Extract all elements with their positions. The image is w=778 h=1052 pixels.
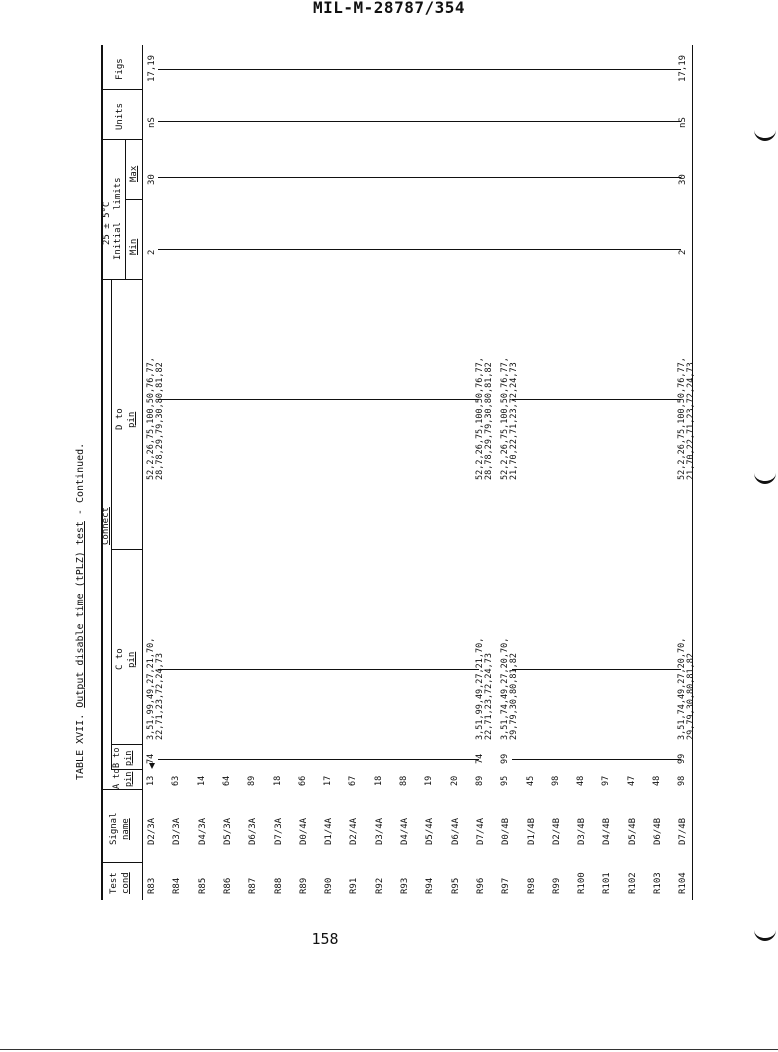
cell-signal: D6/4A [450,817,461,845]
cell-signal: D7/3A [273,817,284,845]
cell-a: 47 [626,775,637,786]
cell-test: R86 [222,877,233,894]
ditto-span-c-1 [158,669,479,670]
bottom-rule [0,1049,778,1050]
cell-b: 74 [146,753,156,764]
edge-mark-top [754,130,776,141]
ditto-span-min [158,249,681,250]
cell-d2: 21,70,22,71,23,72,24,73 [686,362,697,480]
cell-test: R95 [450,877,461,894]
cell-c2: 29,79,30,80,81,82 [509,653,520,740]
hdr-units: Units [115,102,125,130]
hdr-b-pin: pin [124,750,134,766]
cell-signal: D4/3A [197,817,208,845]
cell-signal: D4/4B [602,817,613,845]
cell-test: R98 [526,877,537,894]
hdr-cond: cond [121,872,131,894]
cell-c1: 3,51,99,49,27,21,70, [474,637,485,740]
cell-signal: D2/4A [349,817,360,845]
cell-signal: D5/4B [627,817,638,845]
ditto-span-b-2 [512,759,681,760]
cell-test: R90 [324,877,335,894]
hdr-b-to: B to [112,747,122,768]
hdr-temperature: 25 ± 5°C [102,201,112,245]
ditto-span-units [158,121,681,122]
cell-test: R87 [248,877,259,894]
cell-test: R99 [551,877,562,894]
cell-signal: D0/4A [298,817,309,845]
col-rule-6 [101,279,142,280]
cell-signal: D3/4A [374,817,385,845]
col-rule-5 [111,549,142,550]
header-bottom-rule [142,45,143,900]
cell-a: 18 [373,775,384,786]
col-rule-2 [101,789,142,790]
edge-mark-bottom [754,930,776,941]
hdr-signal: Signal [109,812,119,845]
cell-a: 98 [550,775,561,786]
cell-test: R88 [273,877,284,894]
table-top-rule [101,45,103,900]
cell-a: 89 [474,775,485,786]
hdr-name: name [121,818,131,840]
cell-b: 99 [500,753,511,764]
cell-c2: 22,71,23,72,24,73 [483,653,494,740]
cell-a: 67 [348,775,359,786]
ditto-span-max [158,177,681,178]
cell-d2: 21,70,22,71,23,72,24,73 [509,362,520,480]
cell-test: R102 [627,872,638,894]
ditto-span-b-1 [158,759,479,760]
cell-a: 89 [247,775,258,786]
cell-min: 2 [147,249,157,255]
cell-a: 14 [196,775,207,786]
hdr-d-to: D to [115,408,125,430]
cell-a: 17 [323,775,334,786]
cell-signal: D4/4A [400,817,410,845]
cell-a: 48 [576,775,587,786]
cell-signal: D7/4B [678,817,689,845]
cell-a: 63 [171,775,182,786]
cell-signal: D3/3A [172,817,183,845]
cell-signal: D5/4A [425,817,436,845]
table-title [75,443,86,780]
ditto-span-figs [158,69,681,70]
rotated-table [75,45,697,900]
cell-signal: D2/3A [147,817,157,845]
hdr-connect: Connect [101,507,111,545]
hdr-min: Min [129,238,139,255]
cell-test: R91 [349,877,360,894]
cell-signal: D1/4A [324,817,335,845]
cell-a: 66 [297,775,308,786]
table-title-suffix: - Continued. [75,442,86,516]
hdr-d-pin: pin [127,411,137,428]
cell-d2: 28,78,29,79,30,80,81,82 [483,362,494,480]
hdr-c-pin: pin [127,651,137,668]
cell-a: 95 [500,775,511,786]
cell-signal: D7/4A [475,817,486,845]
cell-a: 97 [601,775,612,786]
cell-max: 30 [147,174,157,185]
cell-c2: 22,71,23,72,24,73 [155,653,165,740]
table-title-prefix: TABLE XVII. [75,713,86,780]
cell-test: R103 [653,872,663,894]
cell-d2: 28,78,29,79,30,80,81,82 [155,362,165,480]
cell-max: 30 [678,174,689,185]
cell-test: R92 [374,877,385,894]
cell-figs: 17,19 [147,54,157,82]
cell-signal: D3/4B [577,817,588,845]
cell-test: R100 [577,872,588,894]
cell-signal: D0/4B [501,817,512,845]
cell-signal: D5/3A [222,817,233,845]
hdr-c-to: C to [115,648,125,670]
cell-d1: 52,2,26,75,100,50,76,77, [500,357,511,480]
cell-a: 18 [272,775,283,786]
cell-a: 45 [525,775,536,786]
ditto-span-c-2 [512,669,681,670]
cell-signal: D6/3A [248,817,259,845]
col-rule-8 [101,139,142,140]
cell-c1: 3,51,74,49,27,20,70, [677,637,688,740]
col-rule-7 [125,199,142,200]
connect-rule [111,280,112,770]
page-number: 158 [311,930,339,948]
hdr-a-pin: pin [124,771,134,787]
cell-a: 64 [221,775,232,786]
cell-a: 19 [424,775,435,786]
cell-signal: D6/4B [653,817,663,845]
cell-d1: 52,2,26,75,100,50,76,77, [474,357,485,480]
cell-units: nS [678,117,689,128]
cell-c2: 29,79,30,80,81,82 [686,653,697,740]
cell-a: 48 [652,775,662,786]
cell-test: R85 [197,877,208,894]
hdr-test: Test [109,872,119,894]
cell-b: 74 [474,753,485,764]
hdr-a-to: A to [112,768,122,789]
edge-mark-middle [754,473,776,484]
cell-b: 99 [677,753,688,764]
cell-figs: 17,19 [678,54,689,82]
spec-number: MIL-M-28787/354 [313,0,465,17]
cell-a: 98 [677,775,688,786]
cell-c1: 3,51,99,49,27,21,70, [146,637,156,740]
cell-test: R89 [298,877,309,894]
cell-test: R94 [425,877,436,894]
cell-test: R101 [602,872,613,894]
cell-units: nS [147,117,157,128]
cell-signal: D2/4B [551,817,562,845]
cell-a: 20 [449,775,460,786]
cell-test: R93 [400,877,410,894]
col-rule-1 [101,862,142,863]
col-rule-4 [111,744,142,745]
hdr-max: Max [129,165,139,182]
table-title-main: Output disable time (tPLZ) test [75,521,86,708]
cell-test: R104 [678,872,689,894]
limits-rule [125,140,126,280]
ditto-span-d-2 [512,399,681,400]
cell-test: R96 [475,877,486,894]
col-rule-9 [101,89,142,90]
cell-a: 88 [399,775,409,786]
cell-test: R97 [501,877,512,894]
cell-d1: 52,2,26,75,100,50,76,77, [677,357,688,480]
hdr-limits: limits [113,177,123,210]
ditto-span-d-1 [158,399,479,400]
hdr-figs: Figs [115,58,125,80]
cell-d1: 52,2,26,75,100,50,76,77, [146,357,156,480]
cell-min: 2 [678,249,689,255]
hdr-initial: Initial [113,222,123,260]
cell-signal: D1/4B [526,817,537,845]
cell-a: 13 [146,775,156,786]
cell-test: R83 [147,877,157,894]
cell-c1: 3,51,74,49,27,20,70, [500,637,511,740]
cell-test: R84 [172,877,183,894]
